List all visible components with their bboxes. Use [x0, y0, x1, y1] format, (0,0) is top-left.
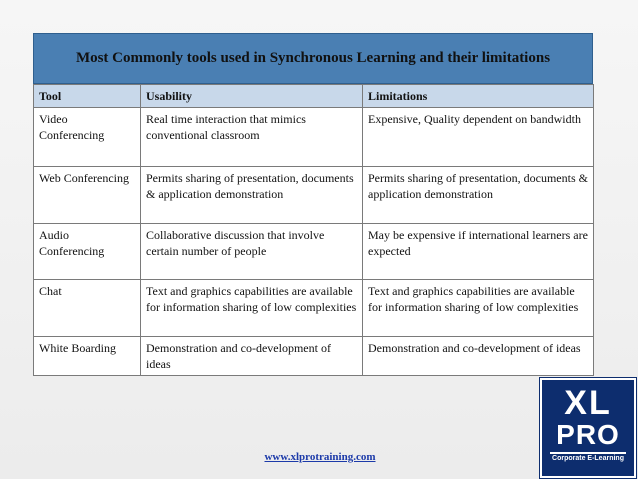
logo-tagline: Corporate E-Learning [552, 455, 624, 462]
cell-tool: Audio Conferencing [34, 224, 141, 280]
table-row [34, 280, 594, 337]
cell-usability: Demonstration and co-development of ideas [141, 337, 363, 376]
xlpro-logo [540, 378, 636, 478]
header-usability: Usability [141, 85, 363, 108]
cell-tool: Video Conferencing [34, 108, 141, 167]
header-limitations: Limitations [363, 85, 594, 108]
website-link[interactable]: www.xlprotraining.com [264, 451, 376, 463]
cell-tool: White Boarding [34, 337, 141, 376]
table-header-row [34, 85, 594, 108]
cell-usability: Text and graphics capabilities are available for information sharing of low complexities [141, 280, 363, 337]
table-row [34, 167, 594, 224]
cell-limitations: Permits sharing of presentation, documents & application demonstration [363, 167, 594, 224]
logo-line2: PRO [556, 419, 620, 450]
table-row [34, 224, 594, 280]
cell-tool: Chat [34, 280, 141, 337]
cell-usability: Real time interaction that mimics conventional classroom [141, 108, 363, 167]
table-row [34, 108, 594, 167]
cell-limitations: May be expensive if international learners are expected [363, 224, 594, 280]
logo-line1: XL [564, 384, 612, 422]
tools-table-panel [33, 33, 593, 376]
cell-limitations: Expensive, Quality dependent on bandwidth [363, 108, 594, 167]
cell-usability: Collaborative discussion that involve certain number of people [141, 224, 363, 280]
cell-tool: Web Conferencing [34, 167, 141, 224]
cell-usability: Permits sharing of presentation, documents & application demonstration [141, 167, 363, 224]
table-row [34, 337, 594, 376]
cell-limitations: Demonstration and co-development of ideas [363, 337, 594, 376]
cell-limitations: Text and graphics capabilities are available for information sharing of low complexities [363, 280, 594, 337]
tools-table [33, 84, 594, 376]
header-tool: Tool [34, 85, 141, 108]
table-title: Most Commonly tools used in Synchronous Learning and their limitations [33, 33, 593, 84]
